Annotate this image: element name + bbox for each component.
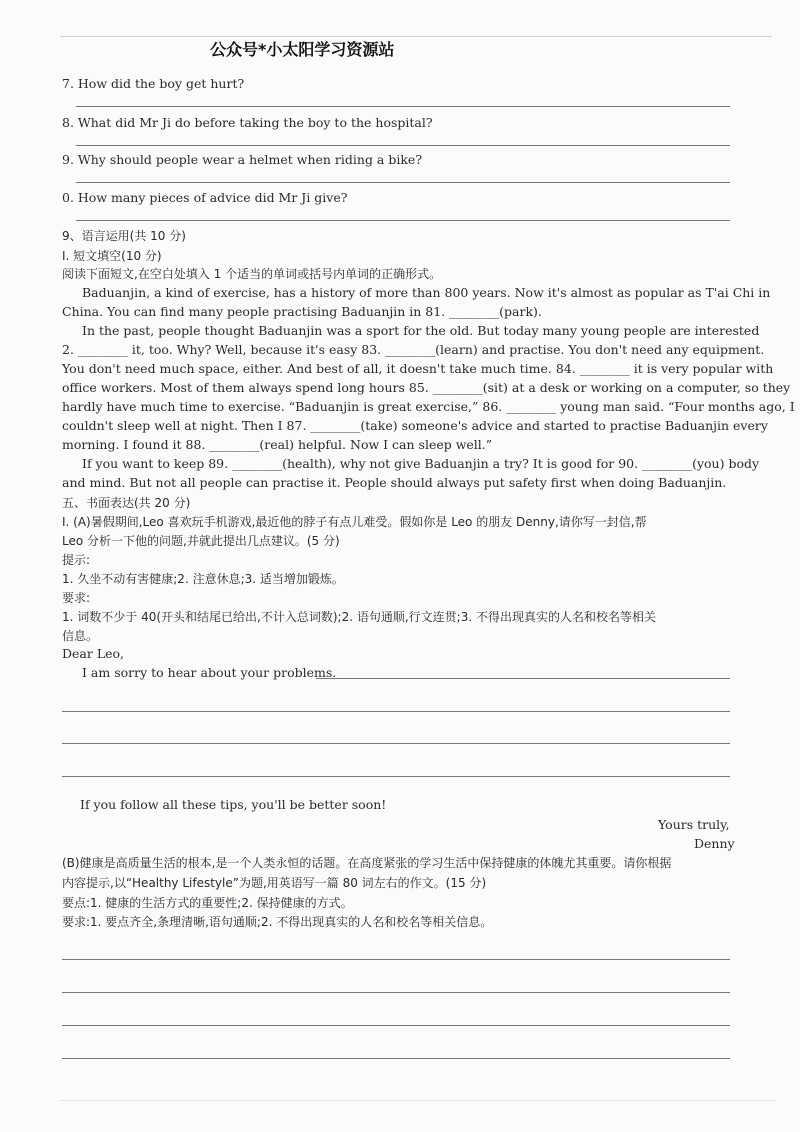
requirements-line2: 信息。 xyxy=(62,629,99,643)
requirements-label: 要求: xyxy=(62,591,91,605)
passage-line: couldn't sleep well at night. Then I 87. ________(take) someone's advice and started to practise Baduanjin every xyxy=(62,418,768,433)
passage-line: hardly have much time to exercise. “Baduanjin is great exercise,” 86. ________ young man said. “Four months ago, I xyxy=(62,399,795,414)
part-b-prompt-line1: (B)健康是高质量生活的根本,是一个人类永恒的话题。在高度紧张的学习生活中保持健康的体魄尤其重要。请你根据 xyxy=(62,856,672,870)
essay-writing-line[interactable] xyxy=(62,1058,730,1059)
question-10: 0. How many pieces of advice did Mr Ji give? xyxy=(62,190,348,205)
passage-line: If you want to keep 89. ________(health), why not give Baduanjin a try? It is good for 90. ________(you) body xyxy=(82,456,760,471)
section-4-instruction: 阅读下面短文,在空白处填入 1 个适当的单词或括号内单词的正确形式。 xyxy=(62,267,442,281)
bottom-rule xyxy=(60,1100,775,1101)
passage-line: office workers. Most of them always spend long hours 85. ________(sit) at a desk or working on a computer, so they xyxy=(62,380,791,395)
answer-line-10[interactable] xyxy=(76,220,730,221)
section-5-title: 五、书面表达(共 20 分) xyxy=(62,496,191,510)
part-b-points: 要点:1. 健康的生活方式的重要性;2. 保持健康的方式。 xyxy=(62,896,353,910)
question-7: 7. How did the boy get hurt? xyxy=(62,76,245,91)
essay-writing-line[interactable] xyxy=(62,992,730,993)
letter-closing: If you follow all these tips, you'll be better soon! xyxy=(80,797,387,812)
passage-line: You don't need much space, either. And best of all, it doesn't take much time. 84. ________ it is very popular with xyxy=(62,361,774,376)
part-b-requirements: 要求:1. 要点齐全,条理清晰,语句通顺;2. 不得出现真实的人名和校名等相关信息。 xyxy=(62,915,493,929)
answer-line-7[interactable] xyxy=(76,106,730,107)
essay-writing-line[interactable] xyxy=(62,1025,730,1026)
passage-line: and mind. But not all people can practise it. People should always put safety first when doing Baduanjin. xyxy=(62,475,727,490)
letter-opening: I am sorry to hear about your problems. xyxy=(82,665,337,680)
letter-writing-line[interactable] xyxy=(62,776,730,777)
answer-line-8[interactable] xyxy=(76,145,730,146)
letter-writing-line[interactable] xyxy=(316,678,730,679)
passage-line: 2. ________ it, too. Why? Well, because it's easy 83. ________(learn) and practise. You don't need any equipment. xyxy=(62,342,765,357)
hint-label: 提示: xyxy=(62,553,91,567)
part-a-prompt-line2: Leo 分析一下他的问题,并就此提出几点建议。(5 分) xyxy=(62,534,340,548)
letter-signoff: Yours truly, xyxy=(658,817,730,832)
letter-salutation: Dear Leo, xyxy=(62,646,125,661)
requirements-line1: 1. 词数不少于 40(开头和结尾已给出,不计入总词数);2. 语句通顺,行文连贯;3. 不得出现真实的人名和校名等相关 xyxy=(62,610,656,624)
part-b-prompt-line2: 内容提示,以“Healthy Lifestyle”为题,用英语写一篇 80 词左右的作文。(15 分) xyxy=(62,876,487,890)
answer-line-9[interactable] xyxy=(76,182,730,183)
part-a-prompt-line1: I. (A)暑假期间,Leo 喜欢玩手机游戏,最近他的脖子有点儿难受。假如你是 Leo 的朋友 Denny,请你写一封信,帮 xyxy=(62,515,647,529)
letter-signature: Denny xyxy=(694,836,735,851)
passage-line: In the past, people thought Baduanjin was a sport for the old. But today many young people are interested xyxy=(82,323,760,338)
question-8: 8. What did Mr Ji do before taking the boy to the hospital? xyxy=(62,115,433,130)
essay-writing-line[interactable] xyxy=(62,959,730,960)
letter-writing-line[interactable] xyxy=(62,743,730,744)
section-4-title: 9、语言运用(共 10 分) xyxy=(62,229,186,243)
question-9: 9. Why should people wear a helmet when riding a bike? xyxy=(62,152,423,167)
letter-writing-line[interactable] xyxy=(62,711,730,712)
passage-line: morning. I found it 88. ________(real) helpful. Now I can sleep well.” xyxy=(62,437,493,452)
top-rule xyxy=(60,36,772,37)
passage-line: Baduanjin, a kind of exercise, has a history of more than 800 years. Now it's almost as popular as T'ai Chi in xyxy=(82,285,771,300)
passage-line: China. You can find many people practising Baduanjin in 81. ________(park). xyxy=(62,304,542,319)
page-header-title: 公众号*小太阳学习资源站 xyxy=(210,40,395,59)
section-4-subtitle: I. 短文填空(10 分) xyxy=(62,249,162,263)
hint-text: 1. 久坐不动有害健康;2. 注意休息;3. 适当增加锻炼。 xyxy=(62,572,344,586)
